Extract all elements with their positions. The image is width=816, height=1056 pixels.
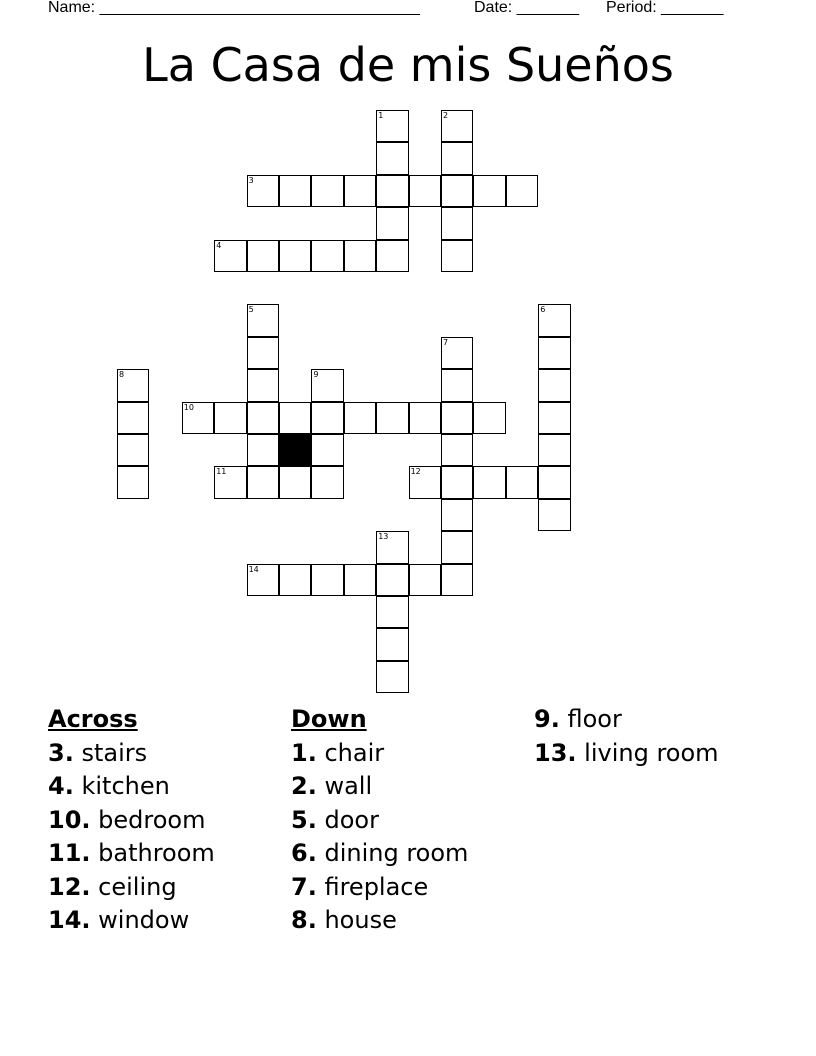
clue-item [48, 837, 215, 871]
down-clues-continued [534, 703, 719, 770]
clue-number: 12. [48, 872, 91, 901]
grid-cell[interactable] [117, 402, 149, 434]
grid-cell[interactable] [441, 337, 473, 369]
clue-item [48, 904, 215, 938]
grid-cell[interactable] [279, 240, 311, 272]
clue-item [291, 737, 468, 771]
grid-cell[interactable] [214, 466, 246, 498]
clue-number: 4 [216, 240, 222, 250]
grid-cell[interactable] [247, 337, 279, 369]
grid-cell[interactable] [409, 175, 441, 207]
clue-number: 1. [291, 738, 317, 767]
clue-number: 9. [534, 705, 560, 733]
grid-cell[interactable] [376, 240, 408, 272]
grid-cell[interactable] [279, 466, 311, 498]
grid-cell[interactable] [376, 628, 408, 660]
grid-cell[interactable] [117, 369, 149, 401]
grid-cell[interactable] [376, 402, 408, 434]
grid-cell[interactable] [376, 142, 408, 174]
grid-cell[interactable] [441, 466, 473, 498]
clue-number: 12 [410, 467, 421, 477]
date-field[interactable]: Date: _______ [474, 0, 579, 16]
clue-text: window [98, 906, 190, 934]
grid-cell[interactable] [376, 661, 408, 693]
grid-cell[interactable] [376, 207, 408, 239]
clue-number: 9 [313, 370, 319, 380]
grid-cell[interactable] [506, 466, 538, 498]
clue-number: 1 [378, 111, 384, 120]
grid-cell[interactable] [311, 434, 343, 466]
grid-cell[interactable] [376, 531, 408, 563]
clue-number: 8 [119, 370, 125, 380]
clue-number: 11. [48, 839, 91, 867]
grid-cell[interactable] [344, 175, 376, 207]
clue-number: 5. [291, 805, 317, 834]
clue-number: 7. [291, 872, 317, 901]
grid-cell[interactable] [538, 434, 570, 466]
grid-cell[interactable] [311, 564, 343, 596]
clue-number: 14. [48, 906, 91, 934]
page-title: La Casa de mis Sueños [142, 38, 674, 92]
clue-text: ceiling [98, 872, 177, 901]
grid-cell[interactable] [279, 402, 311, 434]
grid-cell[interactable] [311, 466, 343, 498]
clue-number: 8. [291, 906, 317, 934]
grid-cell[interactable] [376, 175, 408, 207]
grid-cell[interactable] [473, 466, 505, 498]
grid-cell[interactable] [441, 240, 473, 272]
grid-cell[interactable] [117, 434, 149, 466]
down-clues [291, 703, 468, 938]
grid-cell[interactable] [441, 110, 473, 142]
clue-number: 4. [48, 772, 74, 800]
clue-number: 5 [248, 305, 254, 315]
grid-cell[interactable] [247, 402, 279, 434]
grid-cell[interactable] [441, 142, 473, 174]
grid-cell[interactable] [441, 564, 473, 596]
grid-cell[interactable] [311, 369, 343, 401]
down-heading: Down [291, 705, 367, 733]
name-field[interactable]: Name: ____________________________________ [48, 0, 420, 16]
clue-number: 13. [534, 738, 577, 767]
black-square [279, 434, 311, 466]
grid-cell[interactable] [279, 564, 311, 596]
grid-cell[interactable] [441, 499, 473, 531]
clue-item [291, 804, 468, 838]
clue-text: house [324, 906, 397, 934]
clue-item [291, 871, 468, 905]
grid-cell[interactable] [538, 466, 570, 498]
clue-number: 6 [540, 305, 546, 315]
grid-cell[interactable] [311, 240, 343, 272]
clue-number: 14 [248, 564, 259, 574]
grid-cell[interactable] [473, 402, 505, 434]
grid-cell[interactable] [279, 175, 311, 207]
clue-text: door [324, 805, 379, 834]
grid-cell[interactable] [538, 337, 570, 369]
clue-item [534, 703, 719, 737]
clue-item [291, 904, 468, 938]
grid-cell[interactable] [441, 369, 473, 401]
grid-cell[interactable] [409, 402, 441, 434]
grid-cell[interactable] [247, 304, 279, 336]
grid-cell[interactable] [376, 564, 408, 596]
grid-cell[interactable] [214, 240, 246, 272]
clue-item [291, 837, 468, 871]
grid-cell[interactable] [247, 175, 279, 207]
clue-text: kitchen [81, 772, 170, 800]
grid-cell[interactable] [214, 402, 246, 434]
grid-cell[interactable] [506, 175, 538, 207]
clue-text: bathroom [98, 839, 215, 867]
clue-text: chair [324, 738, 385, 767]
clue-item [534, 737, 719, 771]
clue-number: 13 [378, 532, 389, 542]
clue-text: fireplace [324, 872, 429, 901]
clue-text: stairs [81, 738, 148, 767]
grid-cell[interactable] [247, 369, 279, 401]
clue-item [48, 871, 215, 905]
clue-text: floor [567, 705, 622, 733]
across-heading: Across [48, 705, 138, 733]
grid-cell[interactable] [311, 402, 343, 434]
grid-cell[interactable] [247, 240, 279, 272]
clue-number: 6. [291, 839, 317, 867]
grid-cell[interactable] [538, 369, 570, 401]
grid-cell[interactable] [473, 175, 505, 207]
grid-cell[interactable] [441, 207, 473, 239]
grid-cell[interactable] [182, 402, 214, 434]
grid-cell[interactable] [376, 596, 408, 628]
clue-number: 11 [216, 467, 227, 477]
clue-number: 10 [183, 402, 194, 412]
grid-cell[interactable] [441, 434, 473, 466]
grid-cell[interactable] [247, 434, 279, 466]
clue-text: living room [584, 738, 719, 767]
grid-cell[interactable] [441, 531, 473, 563]
clue-number: 2 [443, 111, 449, 120]
grid-cell[interactable] [441, 175, 473, 207]
clue-item [48, 737, 215, 771]
clue-item [48, 770, 215, 804]
clue-item [48, 804, 215, 838]
grid-cell[interactable] [344, 402, 376, 434]
grid-cell[interactable] [441, 402, 473, 434]
across-clues [48, 703, 215, 938]
grid-cell[interactable] [538, 499, 570, 531]
clue-item [291, 770, 468, 804]
clue-number: 10. [48, 805, 91, 834]
period-field[interactable]: Period: _______ [606, 0, 724, 16]
clue-number: 7 [443, 337, 449, 347]
grid-cell[interactable] [538, 402, 570, 434]
grid-cell[interactable] [409, 564, 441, 596]
grid-cell[interactable] [344, 240, 376, 272]
clue-number: 3 [248, 175, 254, 185]
clue-number: 2. [291, 772, 317, 800]
grid-cell[interactable] [344, 564, 376, 596]
grid-cell[interactable] [538, 304, 570, 336]
grid-cell[interactable] [117, 466, 149, 498]
grid-cell[interactable] [247, 564, 279, 596]
grid-cell[interactable] [376, 110, 408, 142]
clue-number: 3. [48, 738, 74, 767]
clue-text: dining room [324, 839, 469, 867]
clue-text: bedroom [98, 805, 206, 834]
grid-cell[interactable] [311, 175, 343, 207]
grid-cell[interactable] [409, 466, 441, 498]
clue-text: wall [324, 772, 373, 800]
grid-cell[interactable] [247, 466, 279, 498]
